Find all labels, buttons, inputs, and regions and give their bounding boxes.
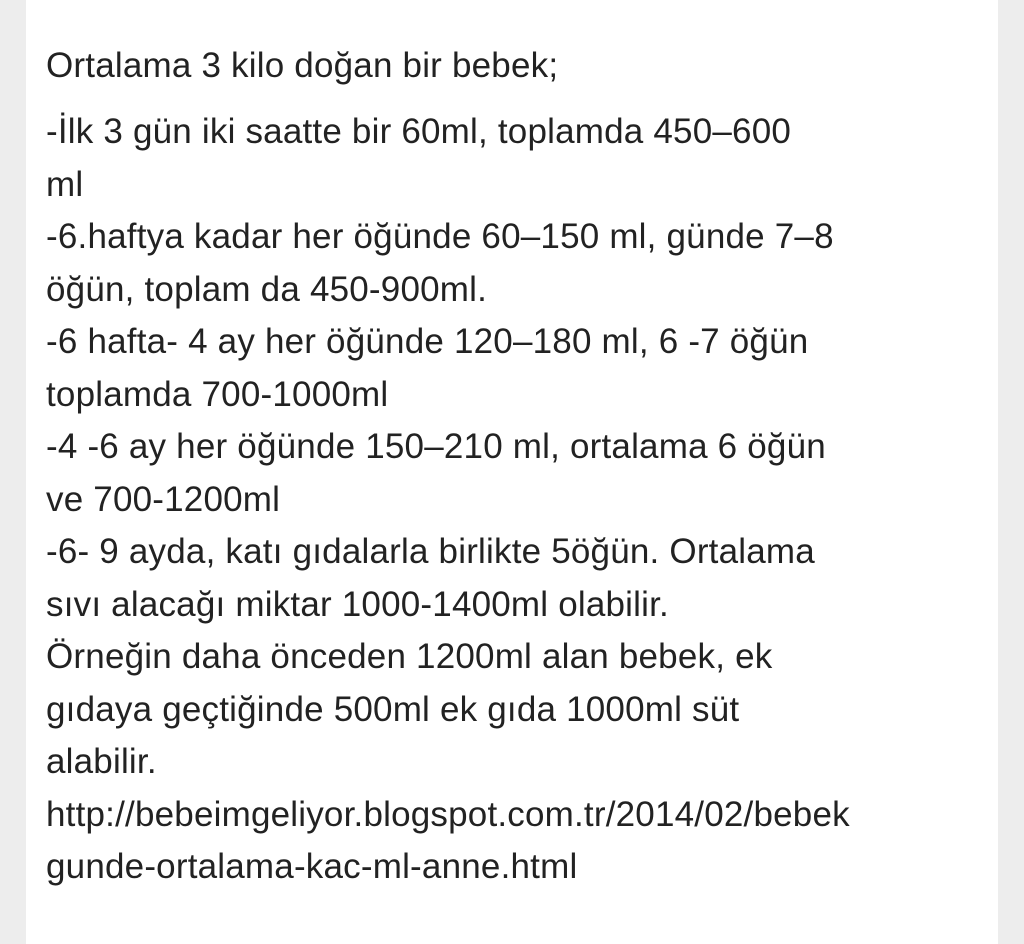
message-line-6-hafta-4-ay-cont: toplamda 700-1000ml <box>46 374 389 414</box>
message-line-6-9-ay-cont: sıvı alacağı miktar 1000-1400ml olabilir. <box>46 584 669 624</box>
message-line-6-haftaya-kadar: -6.haftya kadar her öğünde 60–150 ml, günde 7–8 <box>46 217 834 256</box>
message-line-ilk-3-gun: -İlk 3 gün iki saatte bir 60ml, toplamda 450–600 <box>46 112 792 151</box>
message-line-ornegin: Örneğin daha önceden 1200ml alan bebek, ek <box>46 637 773 676</box>
message-title: Ortalama 3 kilo doğan bir bebek; <box>46 46 559 85</box>
message-line-ornegin-cont: gıdaya geçtiğinde 500ml ek gıda 1000ml süt <box>46 689 740 729</box>
message-line-6-haftaya-kadar-cont: öğün, toplam da 450-900ml. <box>46 269 488 309</box>
message-text[interactable] <box>46 34 998 894</box>
message-line-6-9-ay: -6- 9 ayda, katı gıdalarla birlikte 5öğün. Ortalama <box>46 532 815 571</box>
source-link[interactable]: http://bebeimgeliyor.blogspot.com.tr/2014/02/bebek <box>46 794 850 834</box>
message-card <box>26 0 998 944</box>
message-line-ilk-3-gun-cont: ml <box>46 164 84 204</box>
message-line-4-6-ay: -4 -6 ay her öğünde 150–210 ml, ortalama 6 öğün <box>46 427 826 466</box>
message-line-4-6-ay-cont: ve 700-1200ml <box>46 479 281 519</box>
message-line-6-hafta-4-ay: -6 hafta- 4 ay her öğünde 120–180 ml, 6 -7 öğün <box>46 322 809 361</box>
source-link-cont[interactable]: gunde-ortalama-kac-ml-anne.html <box>46 847 578 886</box>
message-line-alabilir: alabilir. <box>46 742 157 781</box>
